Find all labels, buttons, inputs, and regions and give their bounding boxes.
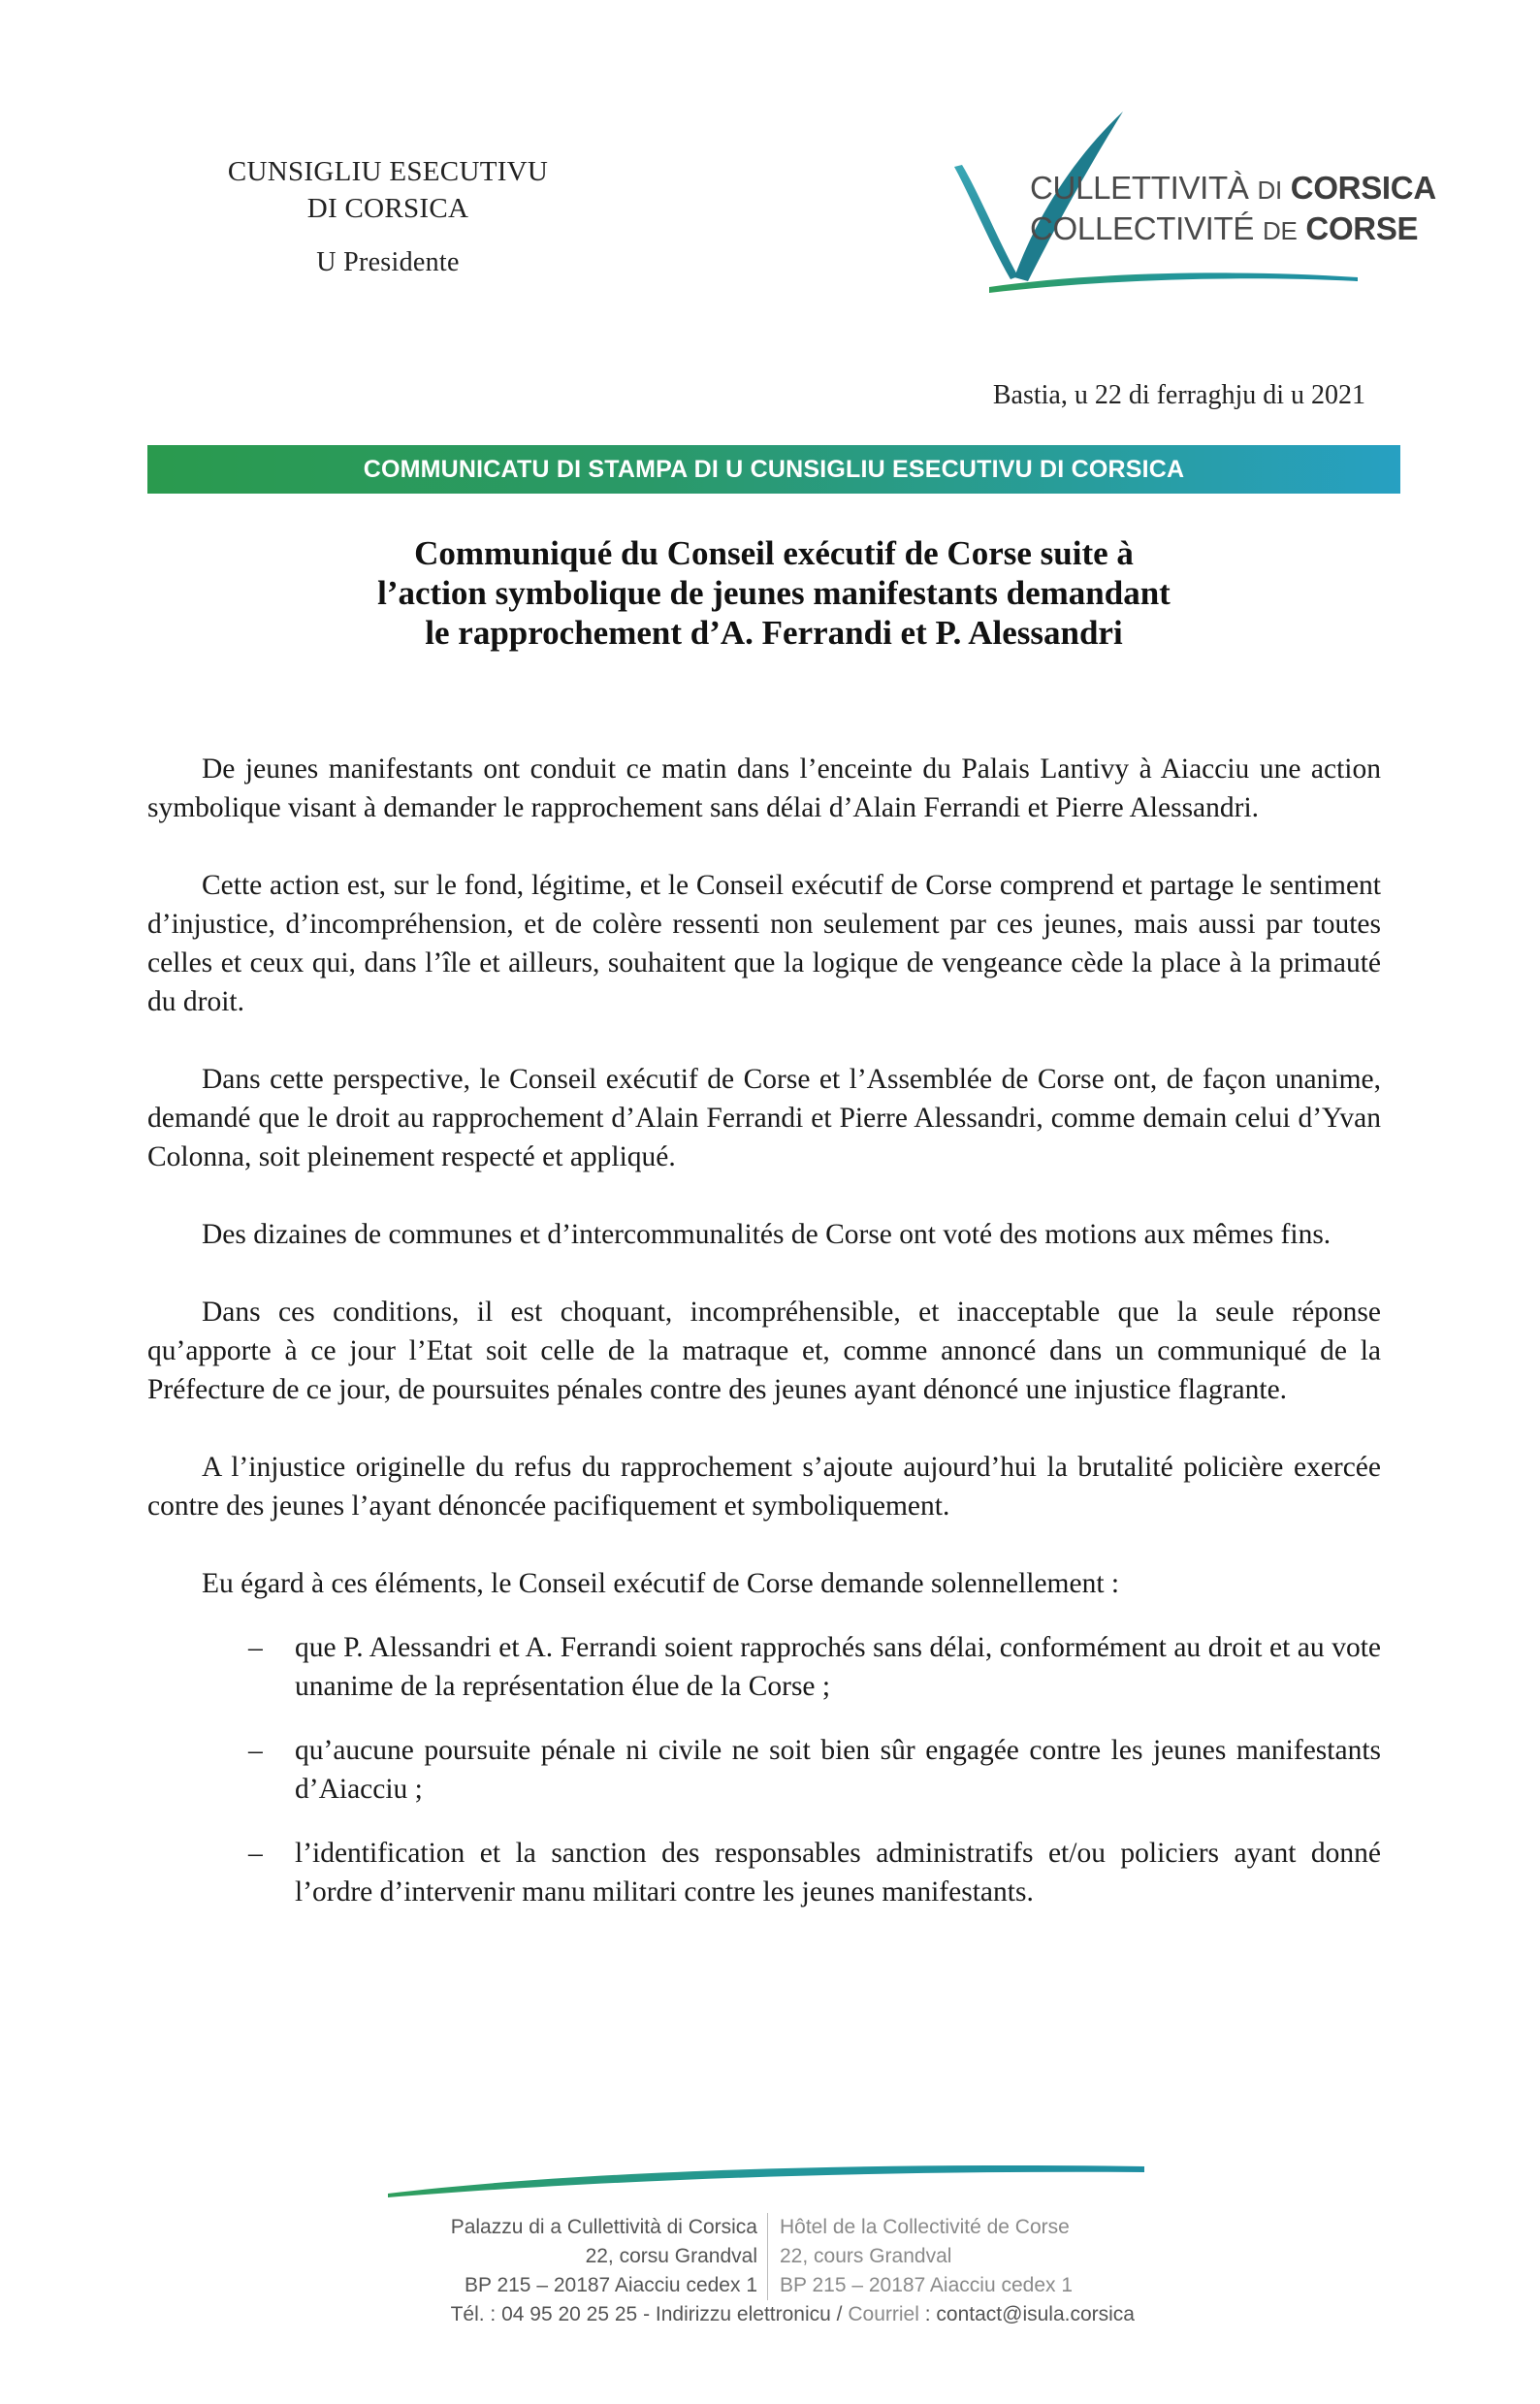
list-item — [147, 1628, 1381, 1706]
footer — [291, 2213, 1261, 2329]
body-paragraph: Cette action est, sur le fond, légitime, et le Conseil exécutif de Corse comprend et partage le sentiment d’injustice, d’incompréhension, et de colère ressenti non seulement par ces jeunes, mais aussi par toutes celles et ceux qui, dans l’île et ailleurs, souhaitent que la logique de vengeance cède la place à la primauté du droit. — [147, 870, 1381, 1017]
body-paragraph: Des dizaines de communes et d’intercommunalités de Corse ont voté des motions aux mêmes fins. — [202, 1219, 1331, 1250]
title-line: le rapprochement d’A. Ferrandi et P. Alessandri — [425, 614, 1123, 652]
list-item-text: que P. Alessandri et A. Ferrandi soient rapprochés sans délai, conformément au droit et au vote unanime de la représentation élue de la Corse ; — [295, 1632, 1381, 1702]
list-dash: – — [248, 1838, 263, 1869]
list-dash: – — [248, 1735, 263, 1766]
logo-line-french — [1030, 209, 1436, 250]
title-line: Communiqué du Conseil exécutif de Corse suite à — [414, 534, 1134, 572]
body-paragraph: Dans ces conditions, il est choquant, incompréhensible, et inacceptable que la seule réponse qu’apporte à ce jour l’Etat soit celle de la matraque et, comme annoncé dans un communiqué de la Préfecture de ce jour, de poursuites pénales contre des jeunes ayant dénoncé une injustice flagrante. — [147, 1297, 1381, 1405]
place-date: Bastia, u 22 di ferraghju di u 2021 — [992, 380, 1365, 410]
footer-phone: Tél. : 04 95 20 25 25 — [450, 2303, 638, 2325]
footer-line: 22, cours Grandval — [780, 2245, 952, 2267]
logo-wordmark — [1030, 169, 1436, 250]
issuer-block — [194, 153, 582, 281]
demands-list — [147, 1628, 1381, 1911]
footer-address-corsican — [291, 2213, 768, 2300]
logo-word: CULLETTIVITÀ — [1030, 170, 1249, 206]
issuer-role: U Presidente — [316, 247, 460, 277]
footer-line: Hôtel de la Collectivité de Corse — [780, 2216, 1070, 2238]
footer-email-link[interactable]: contact@isula.corsica — [936, 2303, 1135, 2325]
body-paragraph: A l’injustice originelle du refus du rapprochement s’ajoute aujourd’hui la brutalité policière exercée contre des jeunes l’ayant dénoncée pacifiquement et symboliquement. — [147, 1452, 1381, 1522]
issuer-line1: CUNSIGLIU ESECUTIVU — [227, 156, 549, 187]
body-paragraph: De jeunes manifestants ont conduit ce matin dans l’enceinte du Palais Lantivy à Aiacciu une action symbolique visant à demander le rapprochement sans délai d’Alain Ferrandi et Pierre Alessandri. — [147, 753, 1381, 823]
list-dash: – — [248, 1632, 263, 1663]
logo-word: COLLECTIVITÉ — [1030, 210, 1255, 246]
footer-line: Palazzu di a Cullettività di Corsica — [450, 2216, 757, 2238]
title-line: l’action symbolique de jeunes manifestants demandant — [377, 574, 1171, 612]
body-paragraph: Eu égard à ces éléments, le Conseil exécutif de Corse demande solennellement : — [202, 1568, 1120, 1599]
footer-line: BP 215 – 20187 Aiacciu cedex 1 — [464, 2274, 757, 2296]
footer-swoosh-icon — [388, 2153, 1144, 2201]
list-item — [147, 1731, 1381, 1809]
document-body — [147, 750, 1381, 1937]
logo-word: DI — [1257, 176, 1282, 205]
footer-email-sep: / — [836, 2303, 843, 2325]
list-item-text: l’identification et la sanction des responsables administratifs et/ou policiers ayant donné l’ordre d’intervenir manu militari contre les jeunes manifestants. — [295, 1838, 1381, 1907]
logo-word: CORSE — [1305, 210, 1419, 246]
press-release-banner: COMMUNICATU DI STAMPA DI U CUNSIGLIU ESECUTIVU DI CORSICA — [147, 445, 1400, 494]
footer-addresses — [291, 2213, 1261, 2300]
footer-email-label-fr: Courriel — [848, 2303, 919, 2325]
logo-word: DE — [1263, 216, 1298, 245]
body-paragraph: Dans cette perspective, le Conseil exécutif de Corse et l’Assemblée de Corse ont, de façon unanime, demandé que le droit au rapprochement d’Alain Ferrandi et Pierre Alessandri, comme demain celui d’Yvan Colonna, soit pleinement respecté et appliqué. — [147, 1064, 1381, 1172]
logo-line-corsican — [1030, 169, 1436, 209]
document-title — [147, 533, 1400, 653]
footer-address-french — [768, 2213, 1073, 2300]
issuer-line2: DI CORSICA — [306, 193, 469, 224]
logo-word: CORSICA — [1290, 170, 1436, 206]
list-item-text: qu’aucune poursuite pénale ni civile ne soit bien sûr engagée contre les jeunes manifestants d’Aiacciu ; — [295, 1735, 1381, 1805]
list-item — [147, 1834, 1381, 1911]
footer-contact: Tél. : 04 95 20 25 25 - Indirizzu elettronicu / Courriel : contact@isula.corsica — [450, 2303, 1135, 2325]
footer-email-label-co: Indirizzu elettronicu — [655, 2303, 831, 2325]
footer-line: BP 215 – 20187 Aiacciu cedex 1 — [780, 2274, 1074, 2296]
footer-line: 22, corsu Grandval — [585, 2245, 757, 2267]
